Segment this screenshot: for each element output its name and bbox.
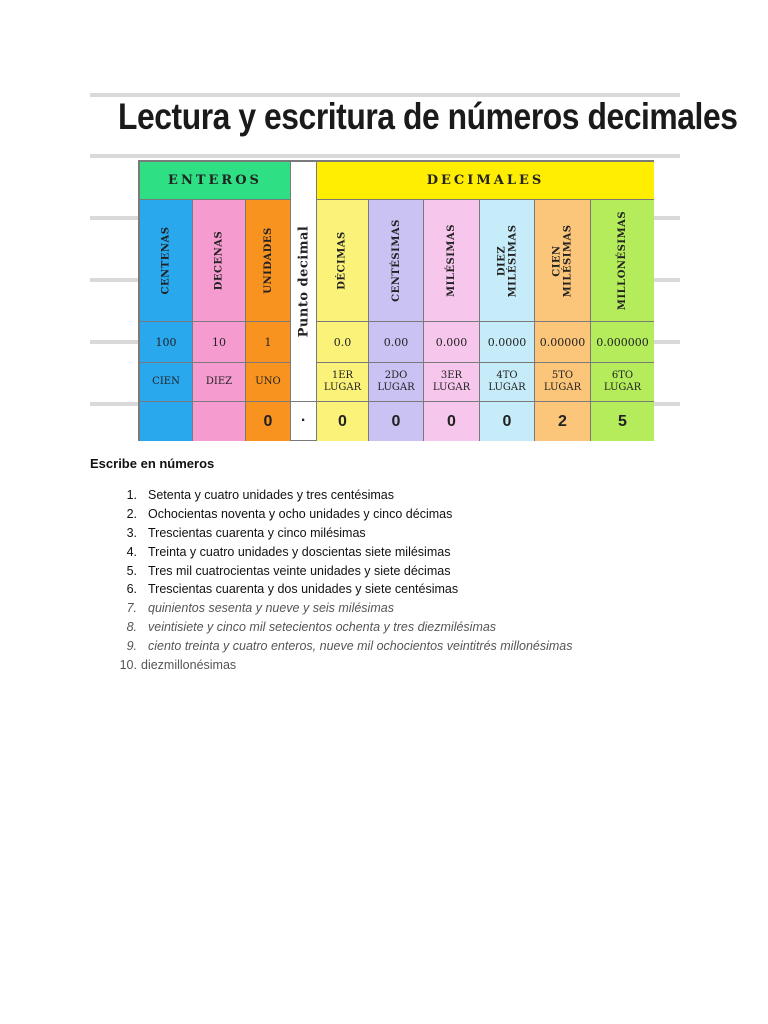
column-name: UNIDADES — [262, 227, 274, 294]
list-item-text: Trescientas cuarenta y dos unidades y siete centésimas — [148, 582, 459, 597]
table-cell-digit: 2 — [535, 402, 591, 441]
divider-line — [654, 278, 680, 282]
table-cell-name — [591, 200, 654, 322]
table-cell-digit: 0 — [480, 402, 535, 441]
list-item — [90, 656, 690, 675]
enteros-header: ENTEROS — [140, 162, 291, 200]
column-name: DIEZ MILÉSIMAS — [496, 224, 519, 297]
column-name: MILÉSIMAS — [446, 224, 458, 297]
divider-line — [654, 216, 680, 220]
list-item-text: Trescientas cuarenta y cinco milésimas — [148, 525, 366, 540]
table-cell-digit: 0 — [369, 402, 424, 441]
divider-line — [90, 278, 138, 282]
table-cell-digit: 0 — [424, 402, 480, 441]
table-cell-value: 0.00000 — [535, 322, 591, 363]
place-value-table — [138, 160, 654, 441]
column-name: CENTÉSIMAS — [390, 219, 402, 302]
table-cell-value: 0.000000 — [591, 322, 654, 363]
list-item — [90, 505, 690, 524]
punto-decimal-text: Punto decimal — [296, 225, 311, 338]
table-cell-digit — [193, 402, 246, 441]
table-cell-name — [369, 200, 424, 322]
table-cell-name — [424, 200, 480, 322]
list-item-number: 5. — [126, 563, 137, 578]
table-cell-digit — [140, 402, 193, 441]
table-cell-value: 0.0 — [317, 322, 369, 363]
table-cell-name — [317, 200, 369, 322]
list-item-number: 4. — [126, 544, 137, 559]
table-cell-digit: 5 — [591, 402, 654, 441]
punto-decimal-label — [291, 162, 317, 402]
list-item-text: veintisiete y cinco mil setecientos ochenta y tres diezmilésimas — [148, 620, 497, 635]
list-item-text: Setenta y cuatro unidades y tres centésimas — [148, 488, 394, 502]
list-item-text: diezmillonésimas — [141, 658, 237, 673]
table-cell-reading: CIEN — [140, 363, 193, 402]
table-cell-name — [140, 200, 193, 322]
table-cell-value: 100 — [140, 322, 193, 363]
list-item-number: 8. — [126, 620, 137, 635]
table-cell-value: 1 — [246, 322, 291, 363]
table-cell-value: 0.0000 — [480, 322, 535, 363]
table-cell-name — [535, 200, 591, 322]
list-item — [90, 599, 690, 618]
table-cell-value: 0.00 — [369, 322, 424, 363]
list-item-text: ciento treinta y cuatro enteros, nueve mil ochocientos veintitrés millonésimas — [148, 639, 573, 654]
list-item-text: Ochocientas noventa y ocho unidades y cinco décimas — [148, 506, 453, 521]
decimales-header: DECIMALES — [317, 162, 654, 200]
page-title: Lectura y escritura de números decimales — [118, 96, 738, 137]
column-name: CENTENAS — [160, 226, 172, 295]
divider-line — [90, 402, 138, 406]
table-cell-reading: 4TO LUGAR — [480, 363, 535, 402]
list-item-number: 7. — [126, 601, 137, 616]
table-cell-name — [480, 200, 535, 322]
table-cell-value: 0.000 — [424, 322, 480, 363]
list-item-number: 1. — [126, 488, 137, 502]
column-name: DÉCIMAS — [337, 231, 349, 290]
list-item — [90, 618, 690, 637]
table-cell-reading: 3ER LUGAR — [424, 363, 480, 402]
list-item-number: 3. — [126, 525, 137, 540]
section-title: Escribe en números — [90, 456, 215, 471]
table-cell-reading: 5TO LUGAR — [535, 363, 591, 402]
table-cell-name — [193, 200, 246, 322]
list-item-number: 10. — [119, 658, 137, 673]
column-name: CIEN MILÉSIMAS — [551, 224, 574, 297]
punto-symbol: · — [291, 402, 317, 441]
list-item-number: 6. — [126, 582, 137, 597]
table-cell-reading: UNO — [246, 363, 291, 402]
table-cell-digit: 0 — [246, 402, 291, 441]
column-name: DECENAS — [213, 230, 225, 291]
divider-line — [90, 216, 138, 220]
table-cell-reading: 1ER LUGAR — [317, 363, 369, 402]
list-item — [90, 580, 690, 599]
list-item-text: quinientos sesenta y nueve y seis milésimas — [148, 601, 394, 616]
divider-line — [90, 154, 680, 158]
divider-line — [654, 402, 680, 406]
table-cell-name — [246, 200, 291, 322]
table-cell-reading: 2DO LUGAR — [369, 363, 424, 402]
table-cell-digit: 0 — [317, 402, 369, 441]
list-item-text: Treinta y cuatro unidades y doscientas siete milésimas — [148, 544, 451, 559]
table-cell-value: 10 — [193, 322, 246, 363]
list-item — [90, 637, 690, 656]
divider-line — [90, 340, 138, 344]
list-item — [90, 524, 690, 543]
column-name: MILLONÉSIMAS — [617, 210, 629, 311]
exercise-list — [90, 486, 690, 675]
table-cell-reading: 6TO LUGAR — [591, 363, 654, 402]
list-item-number: 9. — [126, 639, 137, 654]
list-item-number: 2. — [126, 506, 137, 521]
list-item-text: Tres mil cuatrocientas veinte unidades y siete décimas — [148, 563, 451, 578]
divider-line — [654, 340, 680, 344]
list-item — [90, 486, 690, 505]
list-item — [90, 543, 690, 562]
list-item — [90, 562, 690, 581]
table-cell-reading: DIEZ — [193, 363, 246, 402]
